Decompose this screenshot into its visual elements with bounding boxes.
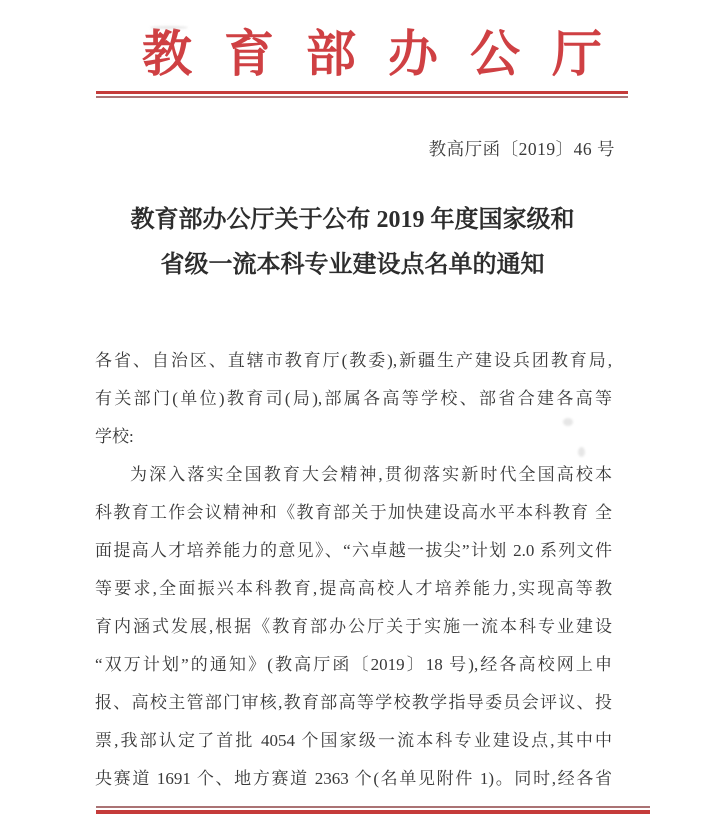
scan-artifact <box>150 26 188 29</box>
scan-artifact <box>578 447 585 457</box>
paragraph-line: 为深入落实全国教育大会精神,贯彻落实新时代全国高校本 <box>130 465 612 484</box>
document-title-line2: 省级一流本科专业建设点名单的通知 <box>160 252 545 278</box>
paragraph-line: 报、高校主管部门审核,教育部高等学校教学指导委员会评议、投 <box>95 693 612 712</box>
document-body <box>95 342 612 798</box>
paragraph-line: 票,我部认定了首批 4054 个国家级一流本科专业建设点,其中中 <box>95 731 612 750</box>
agency-char: 办 <box>388 26 438 82</box>
divider-thick-line <box>96 810 650 814</box>
agency-char: 育 <box>224 26 274 82</box>
document-number: 教高厅函〔2019〕46 号 <box>428 139 615 159</box>
agency-char: 部 <box>306 26 356 82</box>
salutation-line: 各省、自治区、直辖市教育厅(教委),新疆生产建设兵团教育局, <box>95 351 612 370</box>
scan-artifact <box>563 418 573 426</box>
paragraph-line: 央赛道 1691 个、地方赛道 2363 个(名单见附件 1)。同时,经各省 <box>95 769 612 788</box>
agency-char: 公 <box>470 26 520 82</box>
paragraph-line: 科教育工作会议精神和《教育部关于加快建设高水平本科教育 全 <box>95 503 612 522</box>
paragraph-line: 等要求,全面振兴本科教育,提高高校人才培养能力,实现高等教 <box>95 579 612 598</box>
letterhead-divider-rule <box>96 91 628 98</box>
footer-divider-rule <box>96 806 650 814</box>
paragraph-line: 面提高人才培养能力的意见》、“六卓越一拔尖”计划 2.0 系列文件 <box>95 541 612 560</box>
divider-thin-line <box>96 96 628 98</box>
salutation-line: 有关部门(单位)教育司(局),部属各高等学校、部省合建各高等 <box>95 389 612 408</box>
document-title-line1: 教育部办公厅关于公布 2019 年度国家级和 <box>130 207 575 233</box>
salutation-line: 学校: <box>95 427 134 446</box>
agency-char: 教 <box>142 26 192 82</box>
paragraph-line: “双万计划”的通知》(教高厅函〔2019〕18 号),经各高校网上申 <box>95 655 612 674</box>
agency-char: 厅 <box>552 26 602 82</box>
paragraph-line: 育内涵式发展,根据《教育部办公厅关于实施一流本科专业建设 <box>95 617 612 636</box>
document-title <box>94 198 611 288</box>
letterhead-agency-name <box>142 27 602 83</box>
